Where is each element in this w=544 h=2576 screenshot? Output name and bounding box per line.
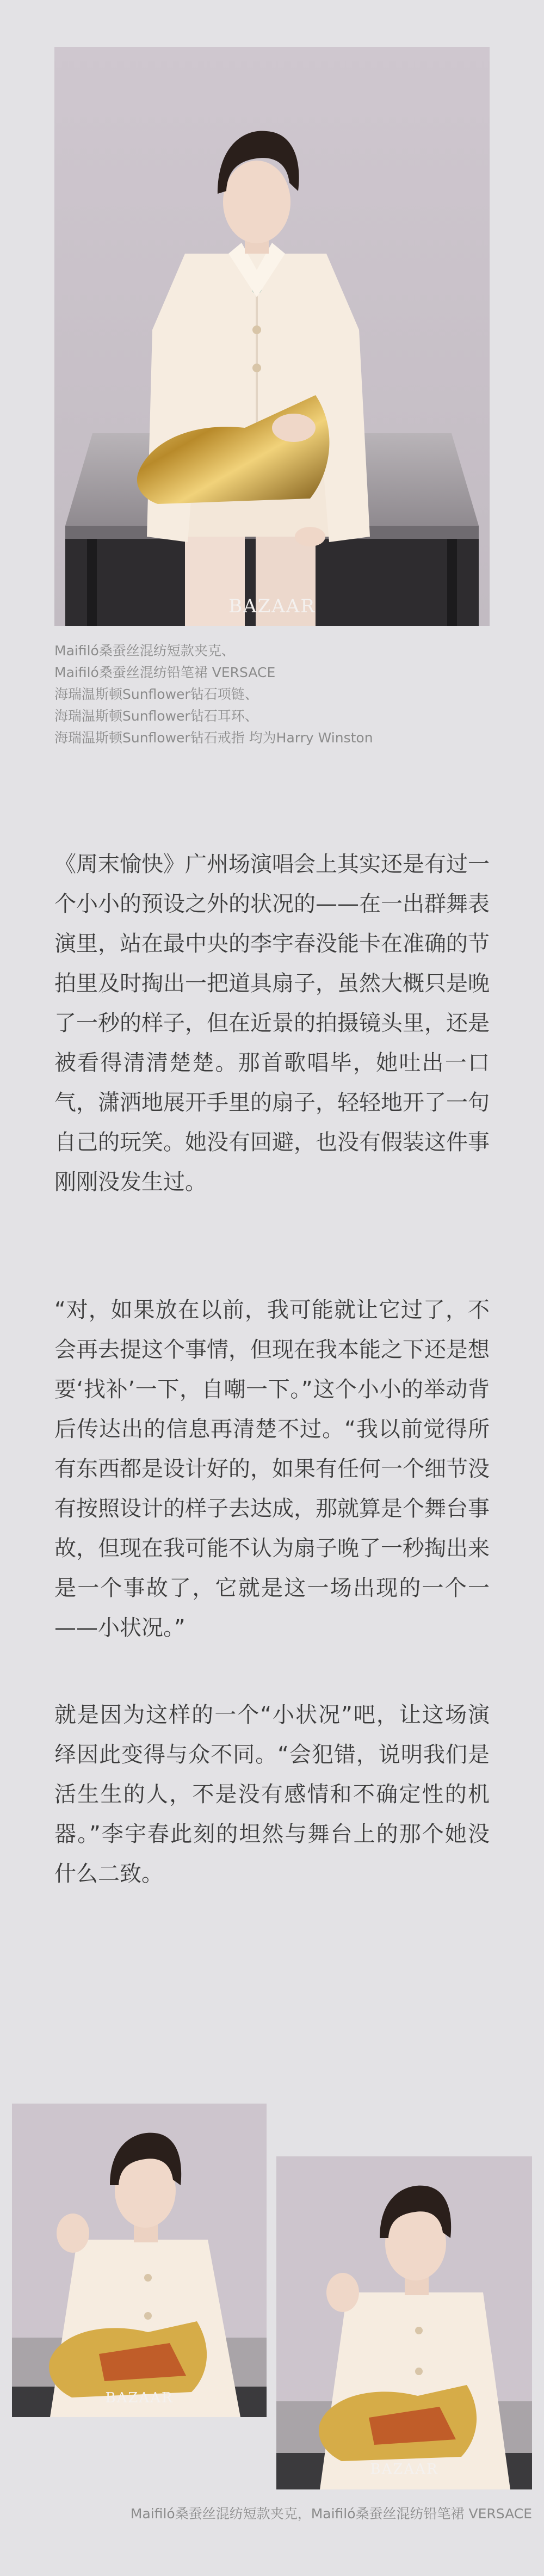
- article-paragraph: 《周末愉快》广州场演唱会上其实还是有过一个小小的预设之外的状况的——在一出群舞表演里，站在最中央的李宇春没能卡在准确的节拍里及时掏出一把道具扇子，虽然大概只是晚了一秒的样子，但在近景的拍摄镜头里，还是被看得清清楚楚。那首歌唱毕，她吐出一口气，潇洒地展开手里的扇子，轻轻地开了一句自己的玩笑。她没有回避，也没有假装这件事刚刚没发生过。: [54, 852, 490, 1195]
- hero-photo-illustration: [54, 47, 490, 626]
- bottom-left-illustration: [12, 2104, 267, 2417]
- caption-line: 海瑞温斯顿Sunflower钻石项链、: [54, 686, 258, 702]
- article-paragraph: 就是因为这样的一个“小状况”吧，让这场演绎因此变得与众不同。“会犯错，说明我们是活生生的人，不是没有感情和不确定性的机器。”李宇春此刻的坦然与舞台上的那个她没什么二致。: [54, 1702, 490, 1886]
- hero-photo: [54, 47, 490, 626]
- caption-line: Maifiló桑蚕丝混纺短款夹克、: [54, 643, 235, 659]
- caption-line: 海瑞温斯顿Sunflower钻石戒指 均为Harry Winston: [54, 730, 373, 746]
- hero-watermark: BAZAAR: [228, 595, 316, 617]
- article-paragraph: “对，如果放在以前，我可能就让它过了，不会再去提这个事情，但现在我本能之下还是想要‘找补’一下，自嘲一下。”这个小小的举动背后传达出的信息再清楚不过。“我以前觉得所有东西都是设计好的，如果有任何一个细节没有按照设计的样子去达成，那就算是个舞台事故，但现在我可能不认为扇子晚了一秒掏出来是一个事故了，它就是这一场出现的一个一——小状况。”: [54, 1298, 490, 1640]
- bottom-photo-right: [276, 2156, 532, 2489]
- bottom-right-illustration: [276, 2156, 532, 2489]
- bottom-right-watermark: BAZAAR: [370, 2461, 438, 2477]
- bottom-left-watermark: BAZAAR: [105, 2390, 174, 2406]
- bottom-photo-left: [12, 2104, 267, 2417]
- bottom-caption: Maifiló桑蚕丝混纺短款夹克，Maifiló桑蚕丝混纺铅笔裙 VERSACE: [130, 2506, 532, 2522]
- caption-line: 海瑞温斯顿Sunflower钻石耳环、: [54, 708, 258, 724]
- caption-line: Maifiló桑蚕丝混纺铅笔裙 VERSACE: [54, 665, 276, 680]
- hero-caption: [54, 640, 500, 749]
